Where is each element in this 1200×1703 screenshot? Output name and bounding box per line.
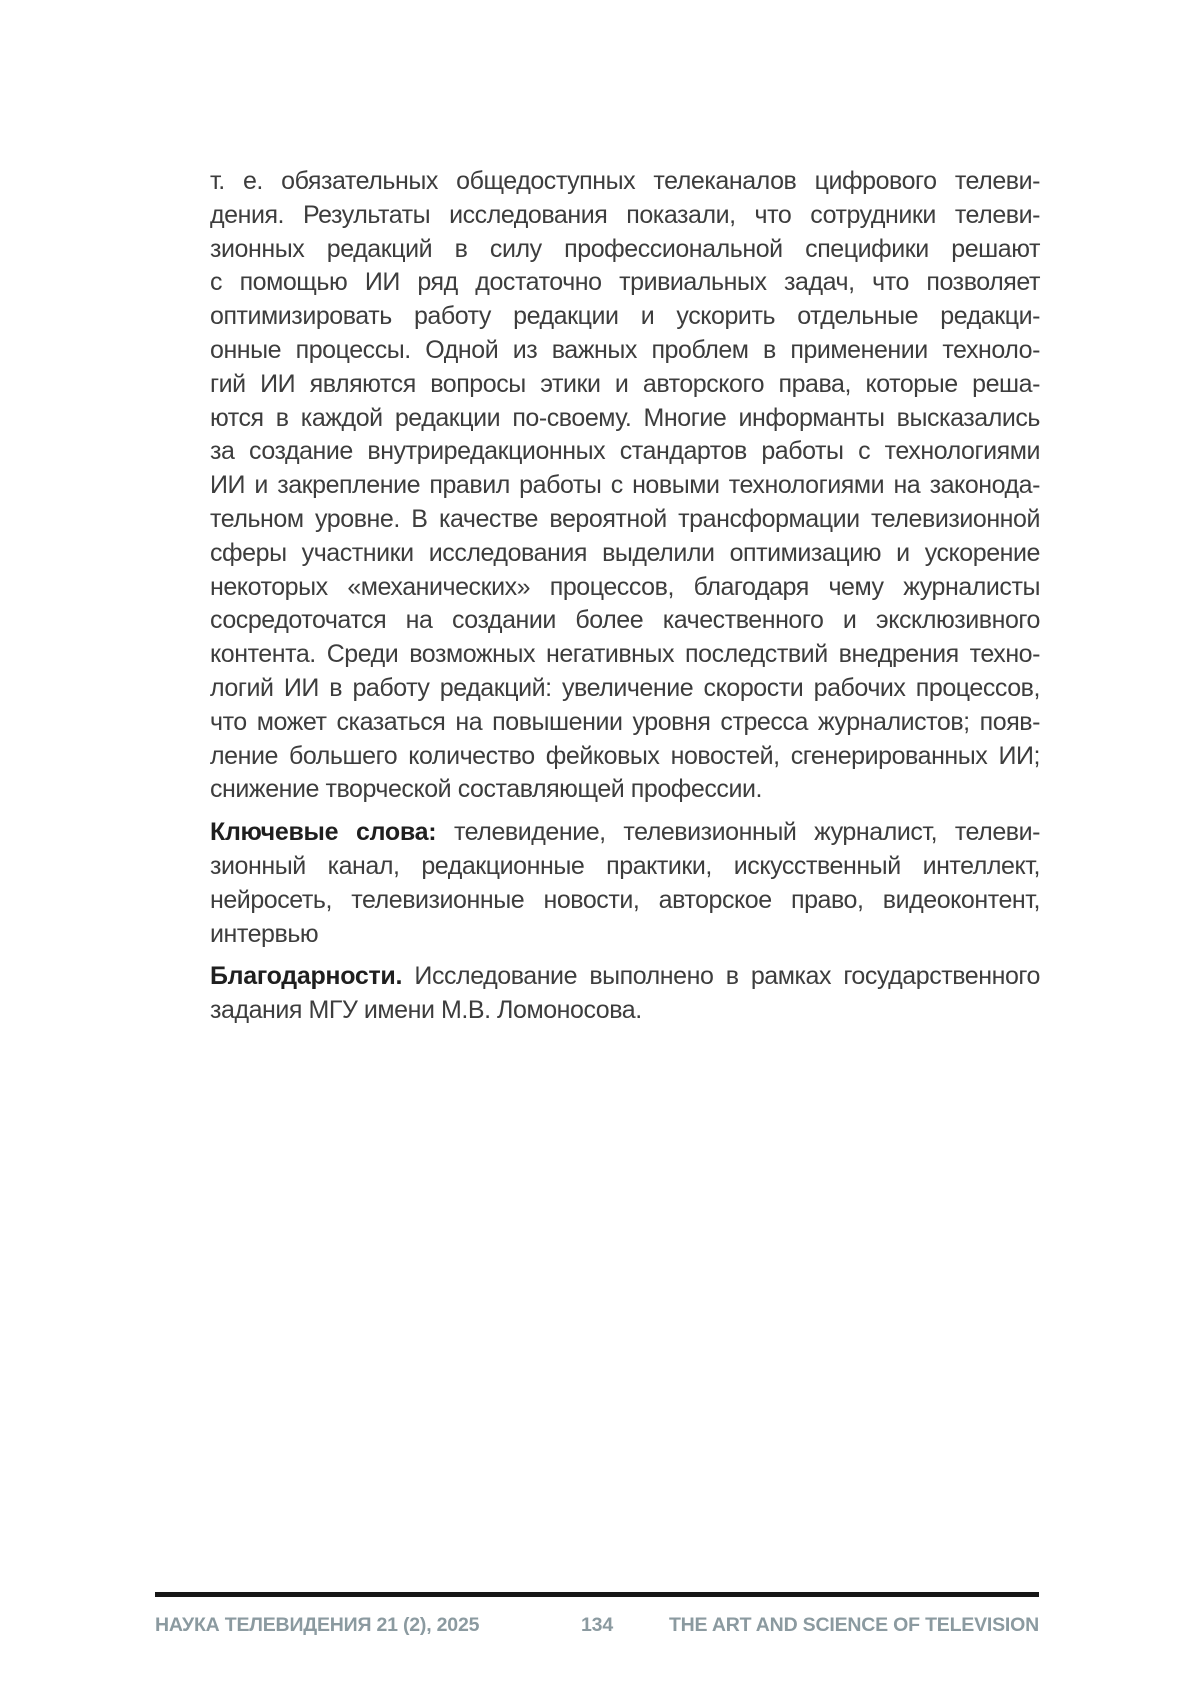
abstract-paragraph (210, 165, 1040, 807)
acknowledgments-paragraph (210, 960, 1040, 1028)
text-line: сферы участники исследования выделили оптимизацию и ускорение (210, 538, 1040, 567)
text-line: логий ИИ в работу редакций: увеличение скорости рабочих процессов, (210, 673, 1040, 702)
text-line: интервью (210, 919, 319, 948)
keywords-paragraph (210, 816, 1040, 951)
text-line: с помощью ИИ ряд достаточно тривиальных задач, что позволяет (210, 268, 1040, 297)
text-line: тельном уровне. В качестве вероятной трансформации телевизионной (210, 504, 1040, 533)
text-line: Ключевые слова: телевидение, телевизионный журналист, телеви- (210, 818, 1040, 847)
text-line: контента. Среди возможных негативных последствий внедрения техно- (210, 640, 1040, 669)
text-line: снижение творческой составляющей профессии. (210, 775, 762, 804)
footer-page-number: 134 (581, 1614, 613, 1636)
text-line: т. е. обязательных общедоступных телеканалов цифрового телеви- (210, 167, 1040, 195)
text-line: ИИ и закрепление правил работы с новыми технологиями на законода- (210, 471, 1040, 500)
paragraph-label: Ключевые слова: (210, 818, 437, 847)
paragraph-label: Благодарности. (210, 962, 403, 991)
text-line: что может сказаться на повышении уровня стресса журналистов; появ- (210, 707, 1040, 736)
text-line: Благодарности. Исследование выполнено в рамках государственного (210, 962, 1040, 991)
footer-journal-title-en: THE ART AND SCIENCE OF TELEVISION (668, 1614, 1039, 1636)
text-line: за создание внутриредакционных стандартов работы с технологиями (210, 437, 1040, 466)
text-line: некоторых «механических» процессов, благодаря чему журналисты (210, 572, 1040, 601)
text-line: дения. Результаты исследования показали, что сотрудники телеви- (210, 200, 1040, 229)
text-line: задания МГУ имени М.В. Ломоносова. (210, 996, 642, 1025)
text-line: нейросеть, телевизионные новости, авторское право, видеоконтент, (210, 885, 1040, 914)
text-line: зионный канал, редакционные практики, искусственный интеллект, (210, 851, 1040, 880)
text-line: оптимизировать работу редакции и ускорить отдельные редакци- (210, 302, 1040, 331)
text-line: ление большего количество фейковых новостей, сгенерированных ИИ; (210, 741, 1040, 770)
text-line: онные процессы. Одной из важных проблем в применении техноло- (210, 335, 1040, 364)
text-line: ются в каждой редакции по-своему. Многие информанты высказались (210, 403, 1040, 432)
footer-divider (155, 1592, 1039, 1597)
page-footer (155, 1611, 1039, 1639)
footer-journal-title-ru: НАУКА ТЕЛЕВИДЕНИЯ 21 (2), 2025 (155, 1614, 480, 1636)
text-line: сосредоточатся на создании более качественного и эксклюзивного (210, 606, 1040, 635)
text-line: гий ИИ являются вопросы этики и авторского права, которые реша- (210, 369, 1040, 398)
abstract-text-block (210, 165, 1040, 1037)
text-line: зионных редакций в силу профессиональной специфики решают (210, 234, 1040, 263)
